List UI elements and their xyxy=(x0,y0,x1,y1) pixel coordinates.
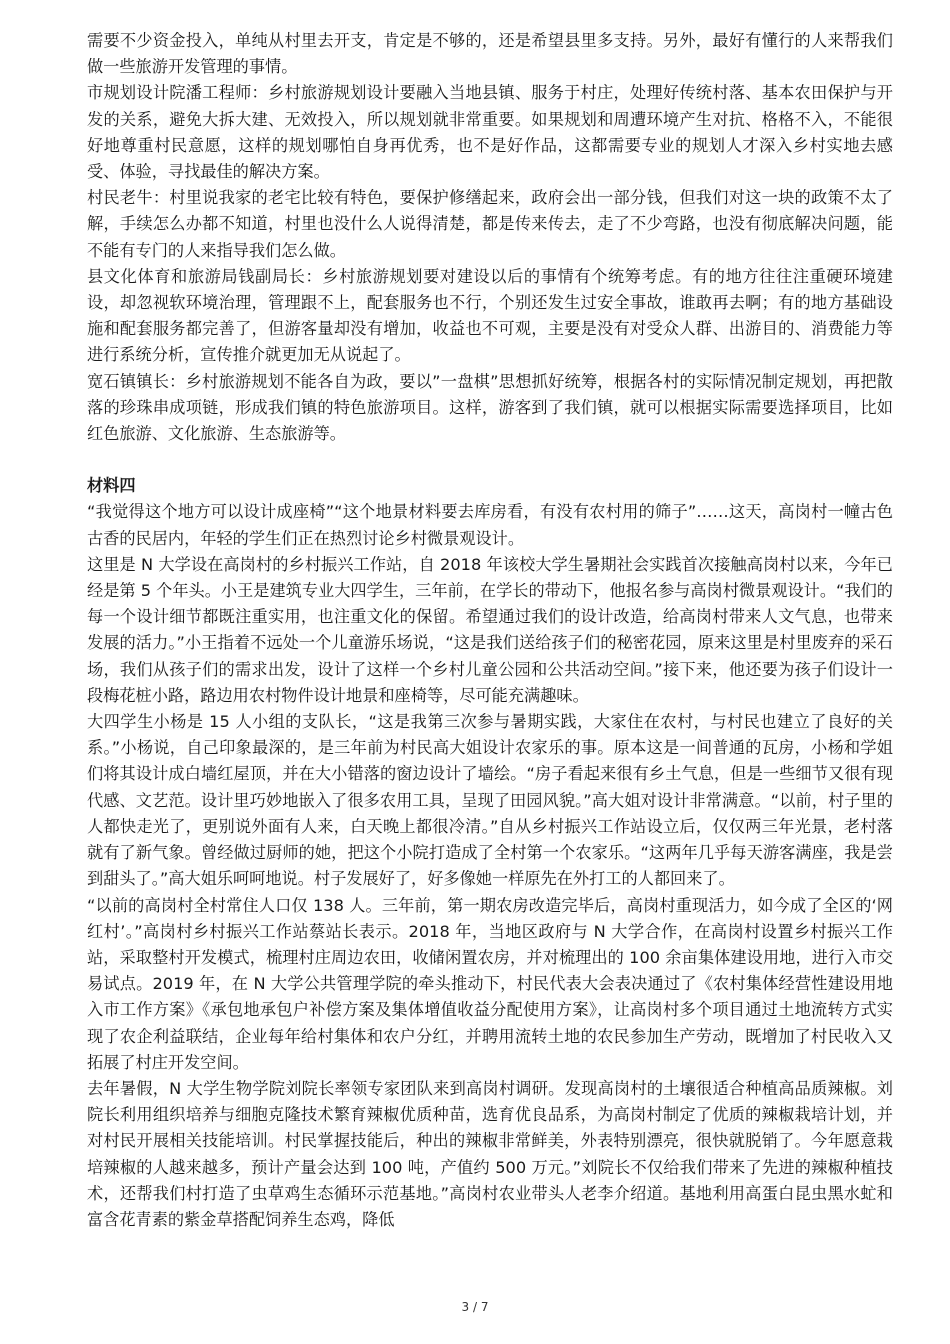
paragraph-dean-liu: 去年暑假，N 大学生物学院刘院长率领专家团队来到高岗村调研。发现高岗村的土壤很适合种植高品质辣椒。刘院长利用组织培养与细胞克隆技术繁育辣椒优质种苗，选育优良品系，为高岗村制定了优质的辣椒栽培计划，并对村民开展相关技能培训。村民掌握技能后，种出的辣椒非常鲜美，外表特别漂亮，很快就脱销了。今年愿意栽培辣椒的人越来越多，预计产量会达到 100 吨，产值约 500 万元。”刘院长不仅给我们带来了先进的辣椒种植技术，还帮我们村打造了虫草鸡生态循环示范基地。”高岗村农业带头人老李介绍道。基地利用高蛋白昆虫黑水虻和富含花青素的紫金草搭配饲养生态鸡，降低 xyxy=(87,1078,893,1229)
paragraph-town-mayor: 宽石镇镇长：乡村旅游规划不能各自为政，要以”一盘棋”思想抓好统筹，根据各村的实际情况制定规划，再把散落的珍珠串成项链，形成我们镇的特色旅游项目。这样，游客到了我们镇，就可以根据实际需要选择项目，比如红色旅游、文化旅游、生态旅游等。 xyxy=(87,371,893,444)
paragraph-xiao-wang: 这里是 N 大学设在高岗村的乡村振兴工作站，自 2018 年该校大学生暑期社会实践首次接触高岗村以来，今年已经是第 5 个年头。小王是建筑专业大四学生，三年前，在学长的带动下，他报名参与高岗村微景观设计。“我们的每一个设计细节都既注重实用，也注重文化的保留。希望通过我们的设计改造，给高岗村带来人文气息，也带来发展的活力。”小王指着不远处一个儿童游乐场说，“这是我们送给孩子们的秘密花园，原来这里是村里废弃的采石场，我们从孩子们的需求出发，设计了这样一个乡村儿童公园和公共活动空间。”接下来，他还要为孩子们设计一段梅花桩小路，路边用农村物件设计地景和座椅等，尽可能充满趣味。 xyxy=(87,554,893,705)
document-page xyxy=(87,28,893,1233)
paragraph-villager-niu: 村民老牛：村里说我家的老宅比较有特色，要保护修缮起来，政府会出一部分钱，但我们对这一块的政策不太了解，手续怎么办都不知道，村里也没什么人说得清楚，都是传来传去，走了不少弯路，也没有彻底解决问题，能不能有专门的人来指导我们怎么做。 xyxy=(87,188,893,260)
paragraph-deputy-director-qian: 县文化体育和旅游局钱副局长：乡村旅游规划要对建设以后的事情有个统筹考虑。有的地方往往注重硬环境建设，却忽视软环境治理，管理跟不上，配套服务也不行，个别还发生过安全事故，谁敢再去啊；有的地方基础设施和配套服务都完善了，但游客量却没有增加，收益也不可观，主要是没有对受众人群、出游目的、消费能力等进行系统分析，宣传推介就更加无从说起了。 xyxy=(87,266,893,365)
section-heading: 材料四 xyxy=(87,476,136,496)
page-number: 3 / 7 xyxy=(461,1300,489,1314)
section-gap xyxy=(87,447,893,473)
paragraph-xiao-yang: 大四学生小杨是 15 人小组的支队长，“这是我第三次参与暑期实践，大家住在农村，与村民也建立了良好的关系。”小杨说，自己印象最深的，是三年前为村民高大姐设计农家乐的事。原本这是一间普通的瓦房，小杨和学姐们将其设计成白墙红屋顶，并在大小错落的窗边设计了墙绘。“房子看起来很有乡土气息，但是一些细节又很有现代感、文艺范。设计里巧妙地嵌入了很多农用工具，呈现了田园风貌。”高大姐对设计非常满意。“以前，村子里的人都快走光了，更别说外面有人来，白天晚上都很冷清。”自从乡村振兴工作站设立后，仅仅两三年光景，老村落就有了新气象。曾经做过厨师的她，把这个小院打造成了全村第一个农家乐。“这两年几乎每天游客满座，我是尝到甜头了。”高大姐乐呵呵地说。村子发展好了，好多像她一样原先在外打工的人都回来了。 xyxy=(87,712,893,889)
paragraph-student-discussion: “我觉得这个地方可以设计成座椅”“这个地景材料要去库房看，有没有农村用的筛子”……这天，高岗村一幢古色古香的民居内，年轻的学生们正在热烈讨论乡村微景观设计。 xyxy=(87,502,893,548)
paragraph-station-head-cai: “以前的高岗村全村常住人口仅 138 人。三年前，第一期农房改造完毕后，高岗村重现活力，如今成了全区的‘网红村’。”高岗村乡村振兴工作站蔡站长表示。2018 年，当地区政府与 N 大学合作，在高岗村设置乡村振兴工作站，采取整村开发模式，梳理村庄周边农田，收储闲置农房，并对梳理出的 100 余亩集体建设用地，进行入市交易试点。2019 年，在 N 大学公共管理学院的牵头推动下，村民代表大会表决通过了《农村集体经营性建设用地入市工作方案》《承包地承包户补偿方案及集体增值收益分配使用方案》，让高岗村多个项目通过土地流转方式实现了农企利益联结，企业每年给村集体和农户分红，并聘用流转土地的农民参加生产劳动，既增加了村民收入又拓展了村庄开发空间。 xyxy=(87,895,893,1072)
paragraph-funding-request: 需要不少资金投入，单纯从村里去开支，肯定是不够的，还是希望县里多支持。另外，最好有懂行的人来帮我们做一些旅游开发管理的事情。 xyxy=(87,31,893,77)
paragraph-engineer-pan: 市规划设计院潘工程师：乡村旅游规划设计要融入当地县镇、服务于村庄，处理好传统村落、基本农田保护与开发的关系，避免大拆大建、无效投入，所以规划就非常重要。如果规划和周遭环境产生对抗、格格不入，不能很好地尊重村民意愿，这样的规划哪怕自身再优秀，也不是好作品，这都需要专业的规划人才深入乡村实地去感受、体验，寻找最佳的解决方案。 xyxy=(87,83,893,182)
